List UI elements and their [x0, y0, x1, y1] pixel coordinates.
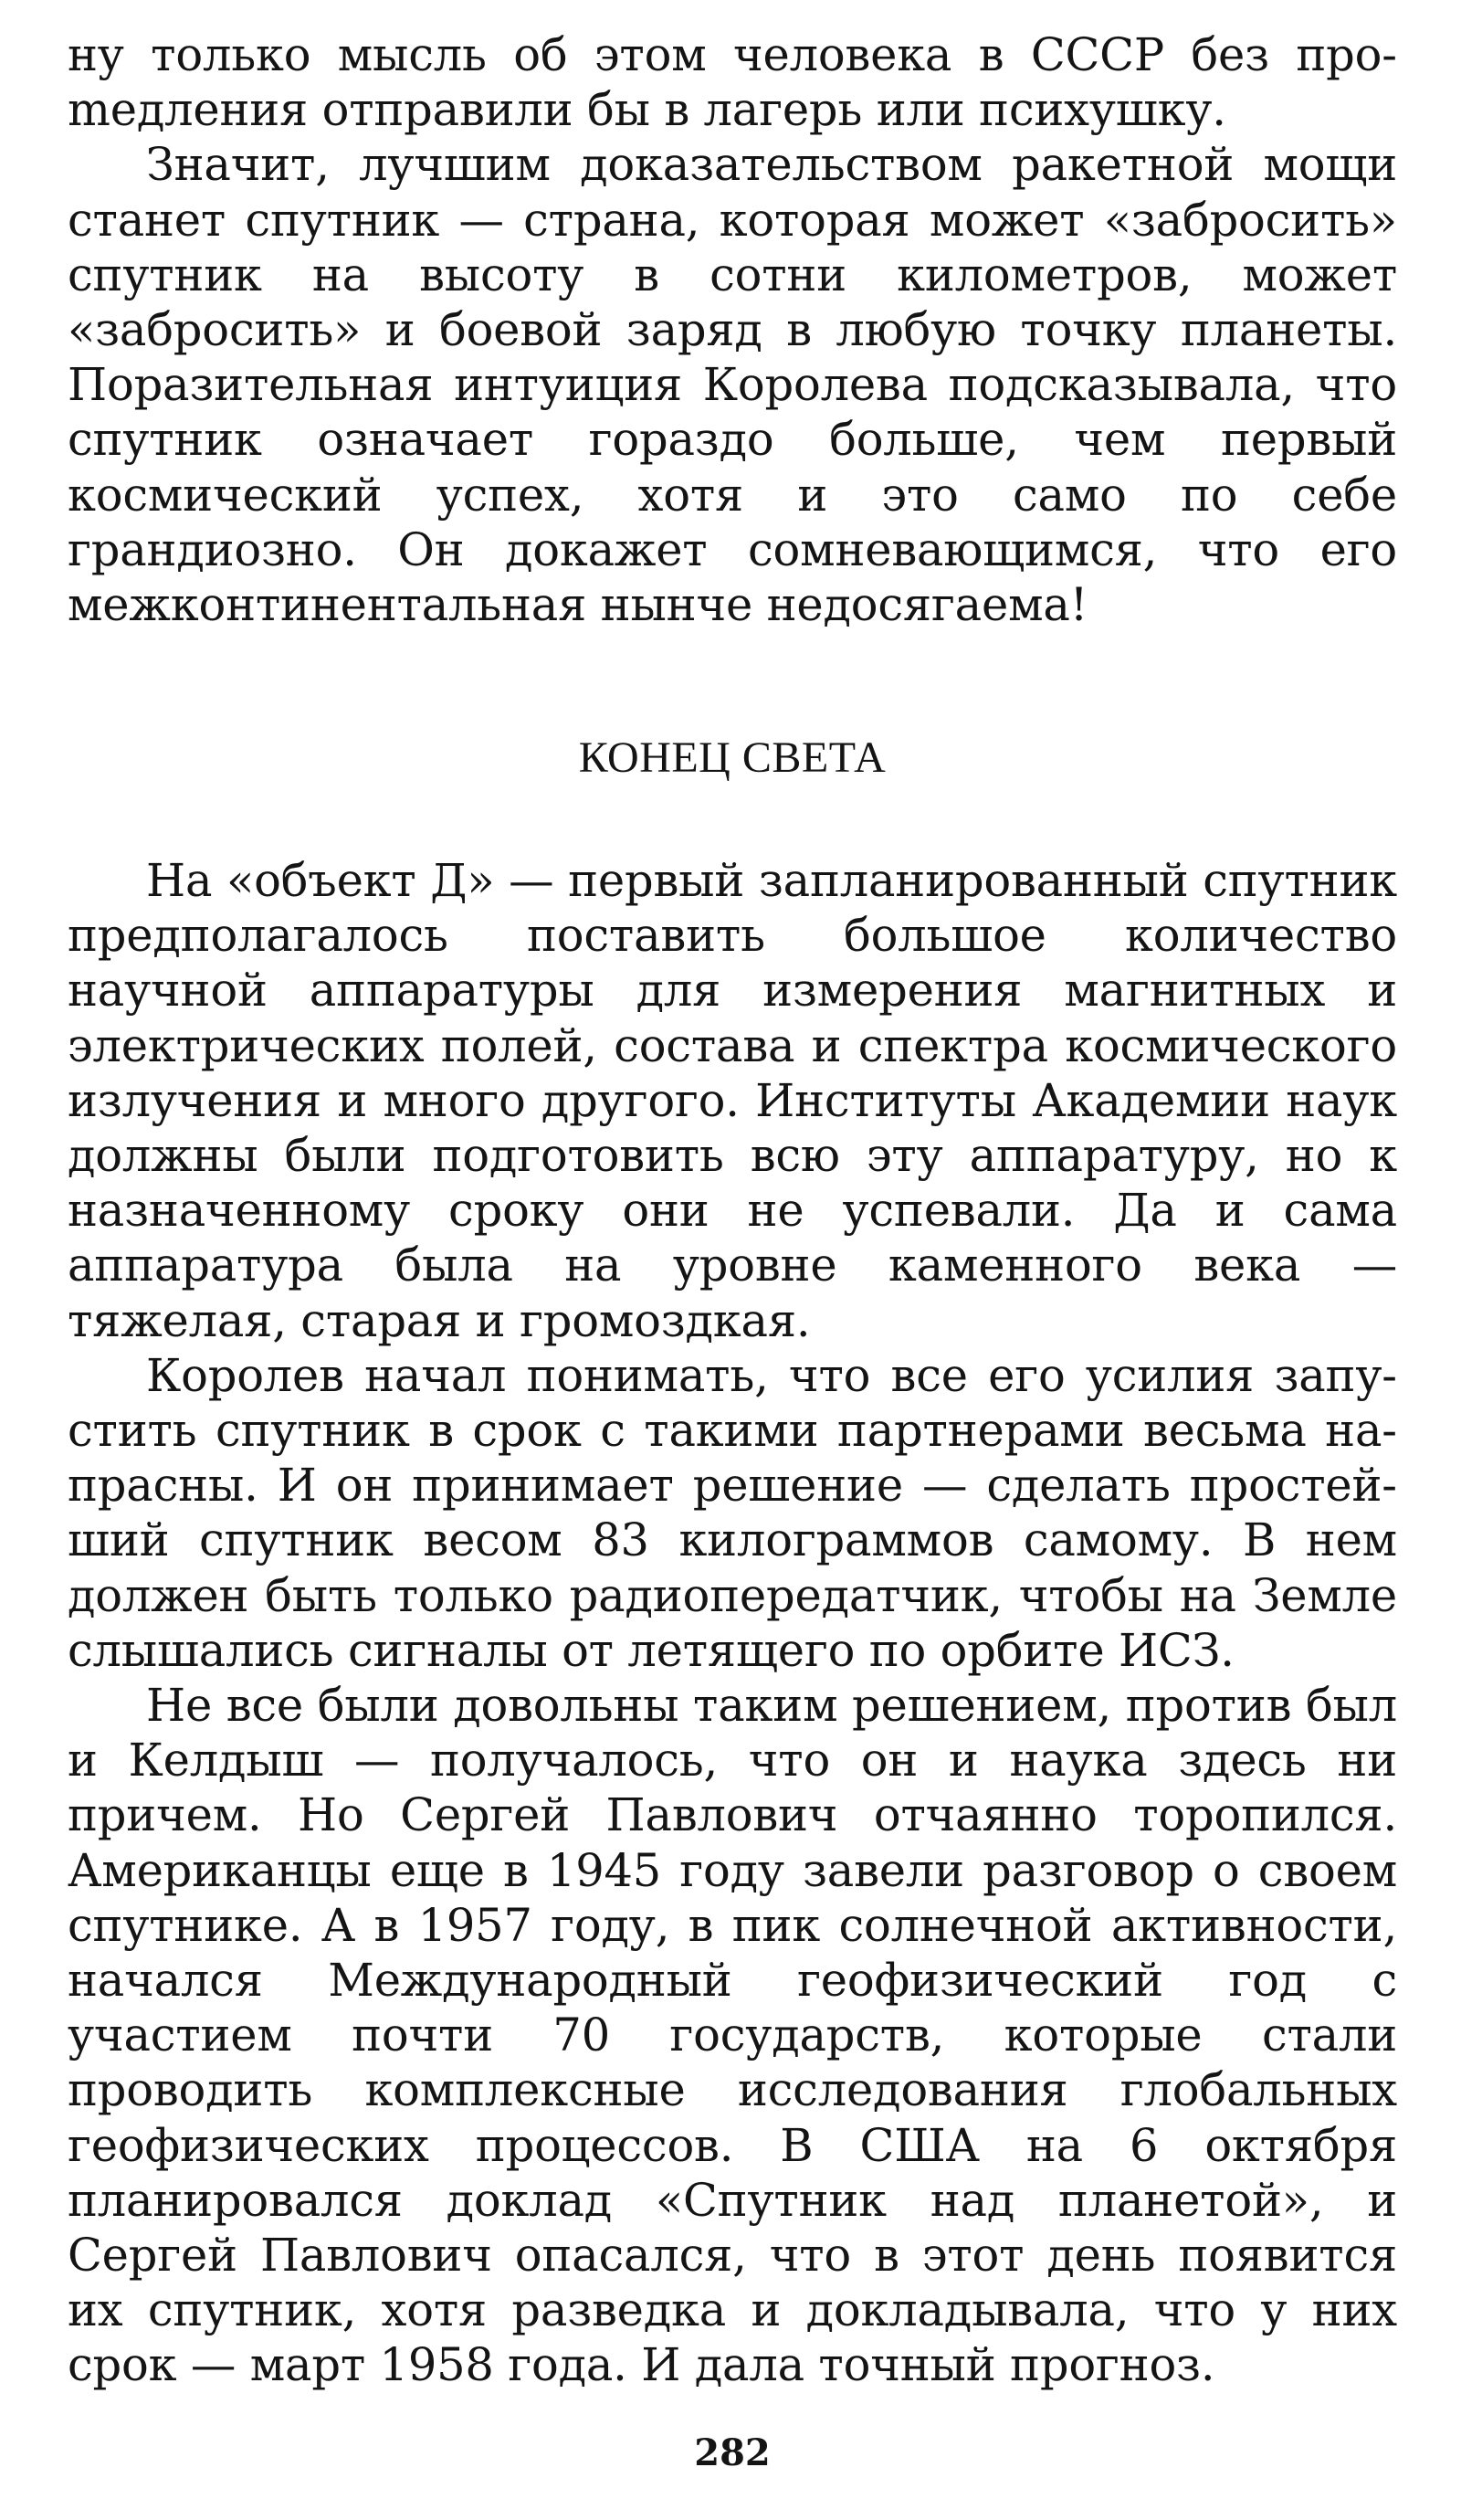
page-number: 282 — [694, 2431, 771, 2474]
text-block-before-section — [68, 27, 1397, 632]
paragraph: Не все были довольны таким решением, против был и Келдыш — получалось, что он и наука здесь ни причем. Но Сергей Павлович отчаянно торопился. Американцы еще в 1945 году завели разговор о своем спутнике. А в 1957 году, в пик солнечной активности, начался Международный геофизический год с участием почти 70 государств, которые стали проводить комплексные исследования глобальных геофизических процессов. В США на 6 октября планировался доклад «Спутник над планетой», и Сергей Павлович опасался, что в этот день появится их спутник, хотя разведка и докладывала, что у них срок — март 1958 года. И дала точный прогноз. — [68, 1679, 1397, 2392]
paragraph: Значит, лучшим доказательством ракетной мощи станет спутник — страна, которая может «забросить» спутник на высоту в сотни километров, может «забросить» и боевой заряд в любую точку планеты. Поразительная интуиция Королева подсказывала, что спутник означает гораздо больше, чем первый космический успех, хотя и это само по себе грандиозно. Он докажет сомневающимся, что его межконтинентальная нынче недосягаема! — [68, 138, 1397, 632]
section-title: КОНЕЦ СВЕТА — [578, 733, 887, 782]
text-block-after-section — [68, 853, 1397, 2393]
book-page — [68, 27, 1397, 2494]
paragraph: Королев начал понимать, что все его усилия запустить спутник в срок с такими партнерами весьма напрасны. И он принимает решение — сделать простейший спутник весом 83 килограммов самому. В нем должен быть только радиопередатчик, чтобы на Земле слышались сигналы от летящего по орбите ИСЗ. — [68, 1348, 1397, 1677]
paragraph: На «объект Д» — первый запланированный спутник предполагалось поставить большое количество научной аппаратуры для измерения магнитных и электрических полей, состава и спектра космического излучения и много другого. Институты Академии наук должны были подготовить всю эту аппаратуру, но к назначенному сроку они не успевали. Да и сама аппаратура была на уровне каменного века — тяжелая, старая и громоздкая. — [68, 854, 1397, 1347]
paragraph-continued: ну только мысль об этом человека в СССР без проmедления отправили бы в лагерь или психушку. — [68, 28, 1397, 137]
